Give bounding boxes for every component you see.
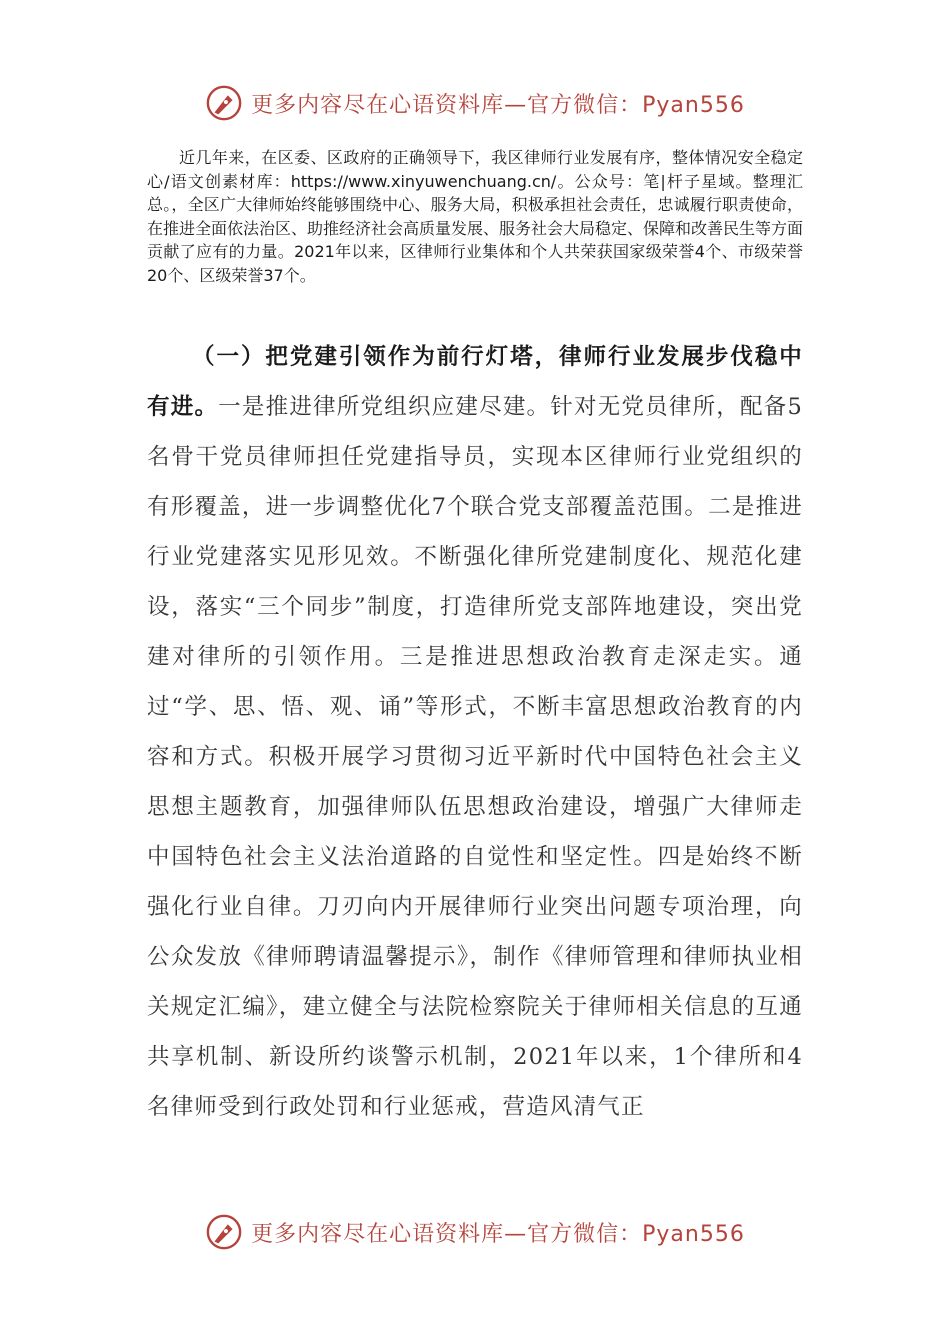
header-banner xyxy=(0,84,950,122)
section-heading: （一）把党建引领作为前行灯塔，律师行业发展步伐稳中有进。 xyxy=(147,344,803,420)
intro-paragraph: 近几年来，在区委、区政府的正确领导下，我区律师行业发展有序，整体情况安全稳定心/语文创素材库：https://www.xinyuwenchuang.cn/。公众号：笔|杆子星域。整理汇总。，全区广大律师始终能够围绕中心、服务大局，积极承担社会责任，忠诚履行职责使命，在推进全面依法治区、助推经济社会高质量发展、服务社会大局稳定、保障和改善民生等方面贡献了应有的力量。2021年以来，区律师行业集体和个人共荣获国家级荣誉4个、市级荣誉20个、区级荣誉37个。 xyxy=(147,148,804,285)
pen-nib-logo-icon xyxy=(205,1213,243,1251)
section-paragraph xyxy=(147,332,803,1132)
banner-text: 更多内容尽在心语资料库—官方微信：Pyan556 xyxy=(251,1221,745,1247)
section-body: 一是推进律所党组织应建尽建。针对无党员律所，配备5名骨干党员律师担任党建指导员，实现本区律师行业党组织的有形覆盖，进一步调整优化7个联合党支部覆盖范围。二是推进行业党建落实见形见效。不断强化律所党建制度化、规范化建设，落实“三个同步”制度，打造律所党支部阵地建设，突出党建对律所的引领作用。三是推进思想政治教育走深走实。通过“学、思、悟、观、诵”等形式，不断丰富思想政治教育的内容和方式。积极开展学习贯彻习近平新时代中国特色社会主义思想主题教育，加强律师队伍思想政治建设，增强广大律师走中国特色社会主义法治道路的自觉性和坚定性。四是始终不断强化行业自律。刀刃向内开展律师行业突出问题专项治理，向公众发放《律师聘请温馨提示》，制作《律师管理和律师执业相关规定汇编》，建立健全与法院检察院关于律师相关信息的互通共享机制、新设所约谈警示机制，2021年以来，1个律所和4名律师受到行政处罚和行业惩戒，营造风清气正 xyxy=(147,394,803,1120)
footer-banner xyxy=(0,1213,950,1251)
banner-text: 更多内容尽在心语资料库—官方微信：Pyan556 xyxy=(251,92,745,118)
pen-nib-logo-icon xyxy=(205,84,243,122)
